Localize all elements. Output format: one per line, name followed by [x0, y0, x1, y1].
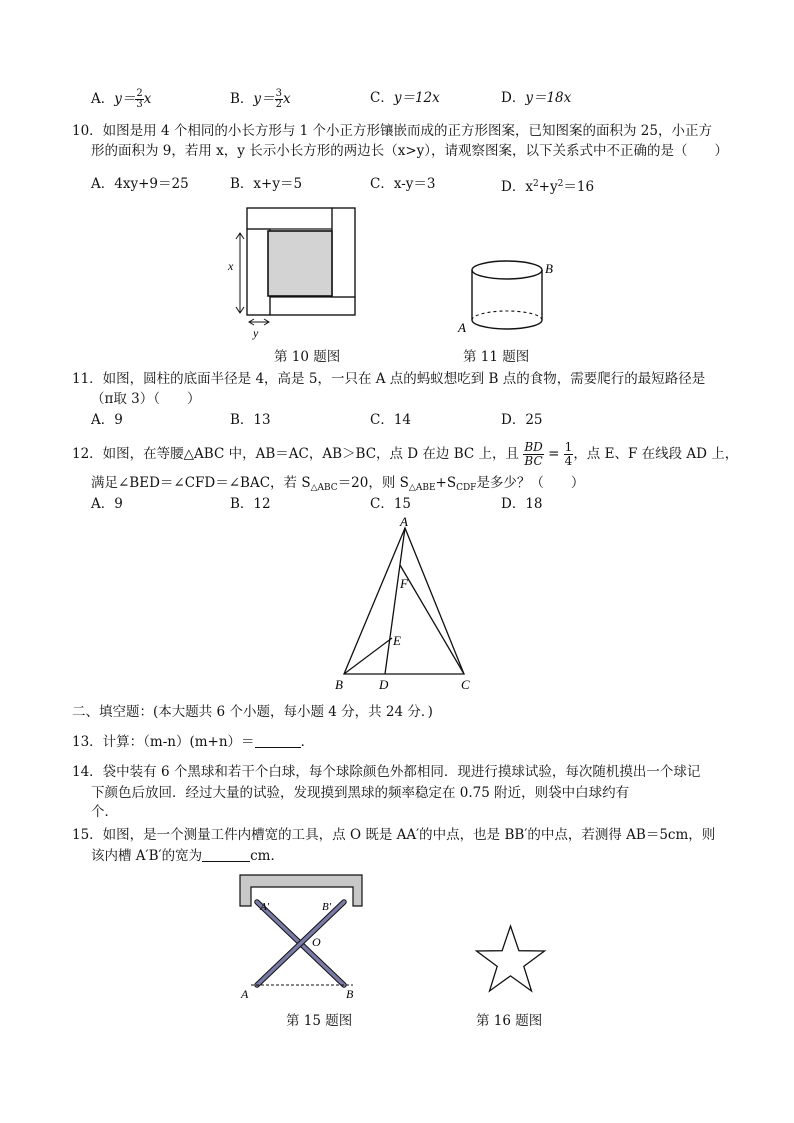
- q11-caption: 第 11 题图: [463, 349, 530, 365]
- q9-option-c: C．y＝12x: [370, 90, 440, 106]
- q14-line-2: 下颜色后放回．经过大量的试验，发现摸到黑球的频率稳定在 0.75 附近，则袋中白球约有: [91, 785, 630, 801]
- q9-option-d: D．y＝18x: [501, 90, 572, 106]
- label-a: A: [458, 320, 466, 335]
- q10-option-a: A．4xy+9＝25: [91, 176, 189, 192]
- q10-figure: [220, 200, 365, 345]
- rect-right: [332, 208, 355, 297]
- label-b-prime: B′: [322, 901, 332, 913]
- label-a: A: [400, 514, 408, 529]
- q10-option-b: B．x+y＝5: [230, 176, 303, 192]
- q10-caption: 第 10 题图: [274, 349, 341, 365]
- q15-line-2: 该内槽 A′B′的宽为 cm．: [91, 848, 284, 864]
- label-f: F: [400, 576, 408, 591]
- q15-caption: 第 15 题图: [286, 1013, 353, 1029]
- q11-option-a: A．9: [91, 412, 123, 428]
- q11-option-d: D．25: [501, 412, 543, 428]
- label-o: O: [312, 935, 321, 949]
- section-2-title: 二、填空题：(本大题共 6 个小题，每小题 4 分，共 24 分．): [72, 704, 433, 720]
- q11-option-c: C．14: [370, 412, 412, 428]
- q9-option-a: A．y＝ $\frac{2}{3}$ x: [91, 88, 152, 110]
- q11-line-2: （π取 3）（ ）: [91, 391, 201, 407]
- q15-figure: [232, 872, 367, 1004]
- q13-text: 13．计算：（m-n）(m+n）＝ ．: [72, 734, 315, 750]
- q12-line-1: 12．如图，在等腰△ABC 中，AB＝AC，AB＞BC，点 D 在边 BC 上，且 $\frac{BD}{BC}$ = $\frac{1}{4}$ ，点 E、F 在线段 AD 上，: [72, 440, 739, 468]
- q12-figure: [330, 512, 480, 694]
- label-y: y: [253, 326, 259, 340]
- q14-line-1: 14．袋中装有 6 个黑球和若干个白球，每个球除颜色外都相同．现进行摸球试验，每次随机摸出一个球记: [72, 764, 701, 780]
- q12-option-d: D．18: [501, 496, 543, 512]
- label-e: E: [393, 633, 401, 648]
- label-a-prime: A′: [260, 901, 270, 913]
- q12-option-a: A．9: [91, 496, 123, 512]
- q11-figure: [455, 255, 560, 337]
- rect-left: [247, 229, 270, 315]
- q12-option-c: C．15: [370, 496, 412, 512]
- q11-option-b: B．13: [230, 412, 271, 428]
- q11-line-1: 11．如图，圆柱的底面半径是 4，高是 5，一只在 A 点的蚂蚁想吃到 B 点的食物，需要爬行的最短路径是: [72, 371, 706, 387]
- q13-answer-blank: [255, 733, 301, 748]
- label-d: D: [379, 677, 389, 692]
- center-square: [268, 231, 332, 296]
- q16-figure: [470, 920, 550, 1000]
- q10-option-d: D．$x^2+y^2=16$: [501, 179, 595, 195]
- q14-line-3: 个．: [91, 804, 118, 820]
- rect-top: [247, 208, 332, 229]
- star-shape: [477, 926, 545, 991]
- q10-option-c: C．x-y＝3: [370, 176, 436, 192]
- label-x: x: [228, 259, 234, 273]
- label-b: B: [545, 261, 553, 276]
- q12-line-2: 满足∠BED＝∠CFD＝∠BAC，若 $S_{\triangle ABC}=20$，则 $S_{\triangle ABE}+S_{CDF}$是多少？（ ）: [91, 475, 585, 493]
- q9-option-b: B．y＝ $\frac{3}{2}$ x: [230, 88, 291, 110]
- q15-answer-blank: [202, 847, 250, 862]
- label-b: B: [346, 987, 354, 1001]
- label-a: A: [241, 987, 249, 1001]
- label-c: C: [461, 677, 470, 692]
- label-b: B: [335, 677, 343, 692]
- q15-line-1: 15．如图，是一个测量工件内槽宽的工具，点 O 既是 AA′的中点，也是 BB′的中点，若测得 AB＝5cm，则: [72, 827, 716, 843]
- rect-bottom: [270, 297, 355, 315]
- q10-line-2: 形的面积为 9，若用 x，y 长示小长方形的两边长（x>y），请观察图案，以下关系式中不正确的是（ ）: [91, 143, 729, 159]
- q10-line-1: 10．如图是用 4 个相同的小长方形与 1 个小正方形镶嵌而成的正方形图案，已知图案的面积为 25，小正方: [72, 123, 712, 139]
- q12-option-b: B．12: [230, 496, 271, 512]
- q16-caption: 第 16 题图: [476, 1013, 543, 1029]
